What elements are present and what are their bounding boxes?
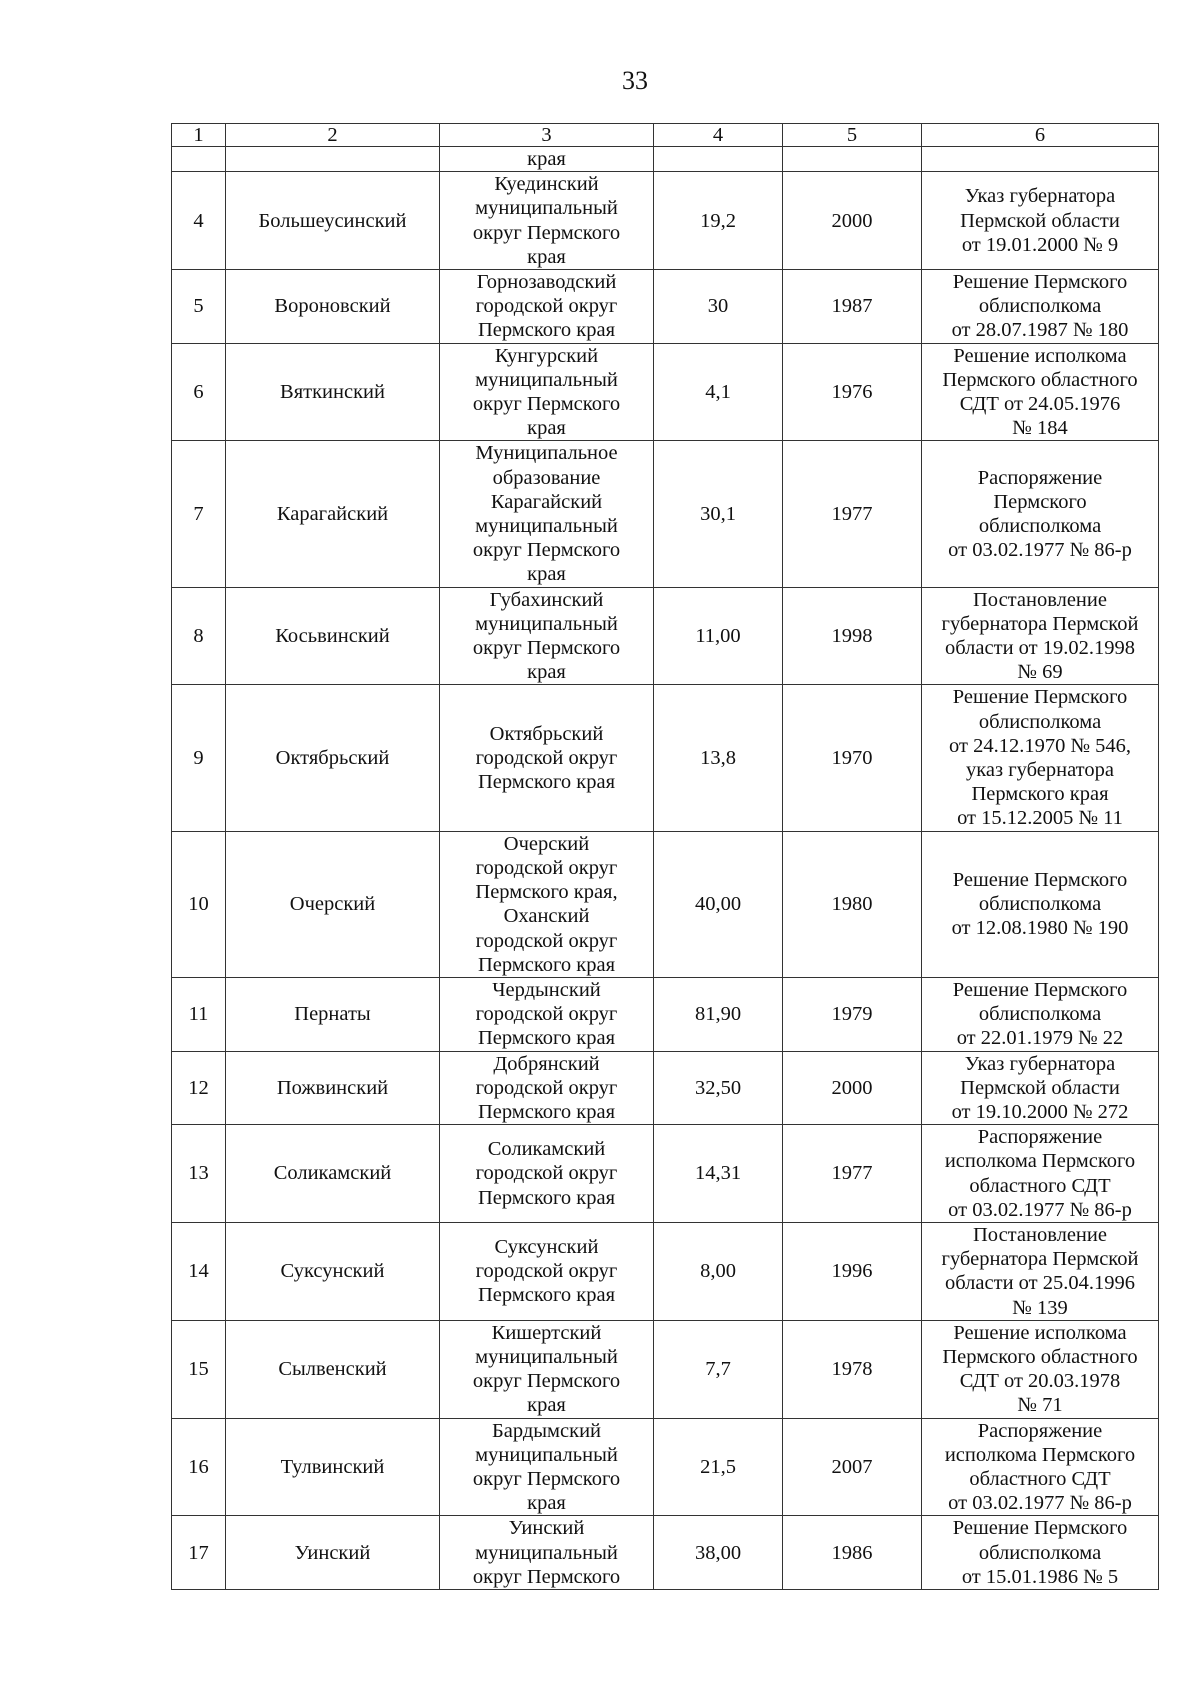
cell-area: 21,5 bbox=[654, 1418, 783, 1516]
cell-district-line: края bbox=[527, 661, 566, 684]
cell-district-line: края bbox=[527, 1394, 566, 1417]
cell-area: 13,8 bbox=[654, 685, 783, 831]
cell-document-line: губернатора Пермской bbox=[941, 612, 1139, 635]
cell-area: 40,00 bbox=[654, 831, 783, 977]
cell-area: 8,00 bbox=[654, 1222, 783, 1320]
cell-district-line: Губахинский bbox=[489, 588, 604, 611]
cell-document bbox=[922, 977, 1159, 1051]
column-header: 6 bbox=[922, 124, 1159, 147]
column-header-row bbox=[172, 124, 1159, 147]
cell-document-line: от 03.02.1977 № 86-р bbox=[948, 1198, 1132, 1221]
cell-district-line: Карагайский bbox=[490, 490, 603, 513]
cell-district-line: Добрянский bbox=[493, 1052, 600, 1075]
cell-district-line: округ Пермского bbox=[472, 1565, 621, 1588]
cell-year: 2000 bbox=[783, 1051, 922, 1125]
cell-district-line: округ Пермского bbox=[472, 1370, 621, 1393]
cell-document bbox=[922, 270, 1159, 344]
cell-district bbox=[440, 343, 654, 441]
cell-document-line: облисполкома bbox=[978, 893, 1102, 916]
cell-name: Сылвенский bbox=[226, 1320, 440, 1418]
cell-area: 81,90 bbox=[654, 977, 783, 1051]
column-header: 2 bbox=[226, 124, 440, 147]
cell-district bbox=[440, 977, 654, 1051]
cell-district-line: Пермского края bbox=[477, 771, 616, 794]
cell-district bbox=[440, 172, 654, 270]
cell-area: 14,31 bbox=[654, 1125, 783, 1223]
cell-district bbox=[440, 831, 654, 977]
cell-district-line: муниципальный bbox=[475, 1443, 618, 1466]
cell-name: Октябрьский bbox=[226, 685, 440, 831]
cell-document bbox=[922, 343, 1159, 441]
cell-district-line: Кишертский bbox=[491, 1321, 602, 1344]
cell-document-line: от 03.02.1977 № 86-р bbox=[948, 1492, 1132, 1515]
cell-document-line: исполкома Пермского bbox=[944, 1150, 1136, 1173]
cell-number: 7 bbox=[172, 441, 226, 587]
cell-district-line: Куединский bbox=[494, 173, 599, 196]
cell-district-line: городской округ bbox=[475, 1162, 618, 1185]
cell-district-line: муниципальный bbox=[475, 1541, 618, 1564]
cell-document-line: облисполкома bbox=[978, 710, 1102, 733]
cell-document-line: Пермского bbox=[993, 490, 1087, 513]
cell-year: 1986 bbox=[783, 1516, 922, 1590]
cell-document-line: Решение Пермского bbox=[952, 978, 1128, 1001]
cell-document-line: № 139 bbox=[1012, 1296, 1068, 1319]
cell-district bbox=[440, 1516, 654, 1590]
cell-document bbox=[922, 147, 1159, 172]
cell-district-line: Пермского края bbox=[477, 1284, 616, 1307]
cell-document-line: Решение Пермского bbox=[952, 1517, 1128, 1540]
cell-document-line: исполкома Пермского bbox=[944, 1443, 1136, 1466]
cell-area: 7,7 bbox=[654, 1320, 783, 1418]
cell-document bbox=[922, 1516, 1159, 1590]
reserves-table bbox=[171, 123, 1159, 1590]
cell-district-line: края bbox=[527, 417, 566, 440]
cell-number: 10 bbox=[172, 831, 226, 977]
column-header: 1 bbox=[172, 124, 226, 147]
cell-district-line: городской округ bbox=[475, 1260, 618, 1283]
cell-document-line: от 19.10.2000 № 272 bbox=[951, 1100, 1129, 1123]
cell-area: 32,50 bbox=[654, 1051, 783, 1125]
cell-district-line: Пермского края bbox=[477, 1186, 616, 1209]
cell-document bbox=[922, 587, 1159, 685]
cell-year: 1998 bbox=[783, 587, 922, 685]
cell-document-line: облисполкома bbox=[978, 295, 1102, 318]
cell-district-line: Пермского края bbox=[477, 1100, 616, 1123]
cell-district-line: Уинский bbox=[508, 1517, 585, 1540]
cell-document-line: Решение Пермского bbox=[952, 868, 1128, 891]
table-row bbox=[172, 1516, 1159, 1590]
cell-area: 11,00 bbox=[654, 587, 783, 685]
cell-document-line: Указ губернатора bbox=[964, 1052, 1116, 1075]
cell-name: Вяткинский bbox=[226, 343, 440, 441]
cell-district bbox=[440, 587, 654, 685]
table-row bbox=[172, 1320, 1159, 1418]
cell-district-line: Кунгурский bbox=[494, 344, 599, 367]
cell-number bbox=[172, 147, 226, 172]
cell-document-line: Распоряжение bbox=[977, 466, 1103, 489]
cell-year: 1996 bbox=[783, 1222, 922, 1320]
cell-name: Косьвинский bbox=[226, 587, 440, 685]
cell-document bbox=[922, 1222, 1159, 1320]
cell-document-line: от 19.01.2000 № 9 bbox=[961, 233, 1119, 256]
cell-district bbox=[440, 441, 654, 587]
cell-name: Очерский bbox=[226, 831, 440, 977]
cell-district-line: городской округ bbox=[475, 929, 618, 952]
cell-document-line: Постановление bbox=[973, 1223, 1107, 1246]
cell-year: 2007 bbox=[783, 1418, 922, 1516]
cell-district-line: округ Пермского bbox=[472, 393, 621, 416]
table-row bbox=[172, 1125, 1159, 1223]
cell-document-line: облисполкома bbox=[978, 515, 1102, 538]
table-row bbox=[172, 831, 1159, 977]
cell-document-line: Распоряжение bbox=[977, 1126, 1103, 1149]
cell-document-line: № 184 bbox=[1012, 417, 1068, 440]
cell-document-line: от 15.12.2005 № 11 bbox=[957, 807, 1123, 830]
cell-name bbox=[226, 147, 440, 172]
cell-document-line: областного СДТ bbox=[969, 1174, 1111, 1197]
cell-name: Карагайский bbox=[226, 441, 440, 587]
cell-year: 1978 bbox=[783, 1320, 922, 1418]
table-row bbox=[172, 1051, 1159, 1125]
cell-document-line: Пермского областного bbox=[942, 368, 1138, 391]
cell-district-line: края bbox=[527, 1492, 566, 1515]
cell-area: 38,00 bbox=[654, 1516, 783, 1590]
cell-number: 9 bbox=[172, 685, 226, 831]
table-row bbox=[172, 1222, 1159, 1320]
cell-year: 1980 bbox=[783, 831, 922, 977]
cell-district-line: округ Пермского bbox=[472, 1467, 621, 1490]
cell-year: 2000 bbox=[783, 172, 922, 270]
cell-document-line: указ губернатора bbox=[966, 759, 1114, 782]
cell-document bbox=[922, 172, 1159, 270]
cell-document-line: СДТ от 24.05.1976 bbox=[959, 393, 1121, 416]
cell-district-line: края bbox=[527, 245, 566, 268]
cell-document-line: СДТ от 20.03.1978 bbox=[959, 1370, 1121, 1393]
cell-document-line: Решение исполкома bbox=[953, 344, 1127, 367]
cell-document-line: областного СДТ bbox=[969, 1467, 1111, 1490]
cell-district-line: Оханский bbox=[503, 905, 590, 928]
continuation-row bbox=[172, 147, 1159, 172]
cell-district-line: Очерский bbox=[503, 832, 590, 855]
cell-document-line: Постановление bbox=[973, 588, 1107, 611]
cell-district-line: округ Пермского bbox=[472, 221, 621, 244]
cell-district-line: округ Пермского bbox=[472, 539, 621, 562]
cell-district-line: муниципальный bbox=[475, 612, 618, 635]
cell-district-line: округ Пермского bbox=[472, 637, 621, 660]
cell-number: 17 bbox=[172, 1516, 226, 1590]
cell-name: Пожвинский bbox=[226, 1051, 440, 1125]
table-row bbox=[172, 587, 1159, 685]
cell-district-line: городской округ bbox=[475, 295, 618, 318]
cell-district-line: Пермского края bbox=[477, 1027, 616, 1050]
cell-number: 11 bbox=[172, 977, 226, 1051]
cell-document-line: Пермского областного bbox=[942, 1345, 1138, 1368]
table-row bbox=[172, 343, 1159, 441]
cell-number: 8 bbox=[172, 587, 226, 685]
cell-document bbox=[922, 1418, 1159, 1516]
cell-number: 16 bbox=[172, 1418, 226, 1516]
cell-year: 1977 bbox=[783, 441, 922, 587]
cell-district bbox=[440, 270, 654, 344]
cell-district-line: образование bbox=[492, 466, 601, 489]
cell-year: 1977 bbox=[783, 1125, 922, 1223]
cell-number: 15 bbox=[172, 1320, 226, 1418]
cell-name: Суксунский bbox=[226, 1222, 440, 1320]
cell-document-line: от 12.08.1980 № 190 bbox=[951, 917, 1129, 940]
cell-district-line: Горнозаводский bbox=[476, 271, 617, 294]
cell-year bbox=[783, 147, 922, 172]
cell-district-line: городской округ bbox=[475, 746, 618, 769]
cell-area: 19,2 bbox=[654, 172, 783, 270]
cell-number: 4 bbox=[172, 172, 226, 270]
cell-district-line: городской округ bbox=[475, 1076, 618, 1099]
cell-name: Пернаты bbox=[226, 977, 440, 1051]
cell-document bbox=[922, 685, 1159, 831]
cell-area: 30,1 bbox=[654, 441, 783, 587]
cell-area bbox=[654, 147, 783, 172]
cell-document-line: от 15.01.1986 № 5 bbox=[961, 1565, 1119, 1588]
cell-year: 1979 bbox=[783, 977, 922, 1051]
cell-document bbox=[922, 1320, 1159, 1418]
cell-document-line: № 71 bbox=[1017, 1394, 1063, 1417]
table-row bbox=[172, 977, 1159, 1051]
page-number: 33 bbox=[622, 66, 648, 95]
cell-document-line: облисполкома bbox=[978, 1541, 1102, 1564]
cell-district bbox=[440, 1320, 654, 1418]
cell-district-line: Пермского края bbox=[477, 953, 616, 976]
cell-document-line: от 28.07.1987 № 180 bbox=[951, 319, 1129, 342]
cell-document-line: от 24.12.1970 № 546, bbox=[949, 734, 1131, 757]
cell-document-line: губернатора Пермской bbox=[941, 1248, 1139, 1271]
cell-document-line: от 22.01.1979 № 22 bbox=[956, 1027, 1124, 1050]
cell-year: 1987 bbox=[783, 270, 922, 344]
cell-district-line: муниципальный bbox=[475, 515, 618, 538]
cell-district-line: муниципальный bbox=[475, 197, 618, 220]
cell-document-line: № 69 bbox=[1017, 661, 1063, 684]
cell-district bbox=[440, 147, 654, 172]
cell-number: 13 bbox=[172, 1125, 226, 1223]
cell-district-line: Пермского края bbox=[477, 319, 616, 342]
table-body bbox=[172, 147, 1159, 1590]
cell-district-line: Бардымский bbox=[491, 1419, 602, 1442]
cell-document bbox=[922, 1051, 1159, 1125]
cell-district-line: городской округ bbox=[475, 1003, 618, 1026]
column-header: 4 bbox=[654, 124, 783, 147]
cell-document-line: Пермского края bbox=[971, 783, 1109, 806]
cell-district bbox=[440, 685, 654, 831]
cell-district-line: муниципальный bbox=[475, 368, 618, 391]
cell-document-line: Решение исполкома bbox=[953, 1321, 1127, 1344]
table-row bbox=[172, 1418, 1159, 1516]
cell-document-line: облисполкома bbox=[978, 1003, 1102, 1026]
cell-district-line: Пермского края, bbox=[475, 881, 618, 904]
cell-number: 6 bbox=[172, 343, 226, 441]
cell-number: 5 bbox=[172, 270, 226, 344]
cell-district bbox=[440, 1125, 654, 1223]
cell-document-line: Указ губернатора bbox=[964, 185, 1116, 208]
cell-year: 1976 bbox=[783, 343, 922, 441]
cell-area: 30 bbox=[654, 270, 783, 344]
cell-document-line: Пермской области bbox=[960, 1076, 1120, 1099]
table-row bbox=[172, 441, 1159, 587]
column-header: 3 bbox=[440, 124, 654, 147]
cell-district bbox=[440, 1418, 654, 1516]
cell-document-line: Пермской области bbox=[960, 209, 1120, 232]
cell-document-line: Распоряжение bbox=[977, 1419, 1103, 1442]
cell-number: 12 bbox=[172, 1051, 226, 1125]
cell-name: Уинский bbox=[226, 1516, 440, 1590]
cell-district-line: края bbox=[527, 563, 566, 586]
cell-number: 14 bbox=[172, 1222, 226, 1320]
cell-district-line: Октябрьский bbox=[489, 722, 604, 745]
cell-document-line: Решение Пермского bbox=[952, 271, 1128, 294]
cell-document-line: Решение Пермского bbox=[952, 686, 1128, 709]
cell-area: 4,1 bbox=[654, 343, 783, 441]
cell-district-line: Соликамский bbox=[487, 1138, 606, 1161]
cell-document-line: области от 25.04.1996 bbox=[945, 1272, 1135, 1295]
cell-district-line: края bbox=[527, 148, 566, 170]
cell-name: Большеусинский bbox=[226, 172, 440, 270]
cell-document bbox=[922, 831, 1159, 977]
cell-year: 1970 bbox=[783, 685, 922, 831]
cell-district-line: городской округ bbox=[475, 856, 618, 879]
cell-name: Вороновский bbox=[226, 270, 440, 344]
column-header: 5 bbox=[783, 124, 922, 147]
cell-district bbox=[440, 1222, 654, 1320]
cell-name: Тулвинский bbox=[226, 1418, 440, 1516]
cell-name: Соликамский bbox=[226, 1125, 440, 1223]
cell-document bbox=[922, 1125, 1159, 1223]
cell-document-line: области от 19.02.1998 bbox=[945, 637, 1135, 660]
cell-district-line: Чердынский bbox=[492, 978, 601, 1001]
cell-district-line: Суксунский bbox=[494, 1236, 599, 1259]
table-row bbox=[172, 270, 1159, 344]
table-row bbox=[172, 685, 1159, 831]
cell-document-line: от 03.02.1977 № 86-р bbox=[948, 539, 1132, 562]
cell-district-line: Муниципальное bbox=[475, 442, 618, 465]
table-row bbox=[172, 172, 1159, 270]
cell-district-line: муниципальный bbox=[475, 1345, 618, 1368]
cell-document bbox=[922, 441, 1159, 587]
cell-district bbox=[440, 1051, 654, 1125]
